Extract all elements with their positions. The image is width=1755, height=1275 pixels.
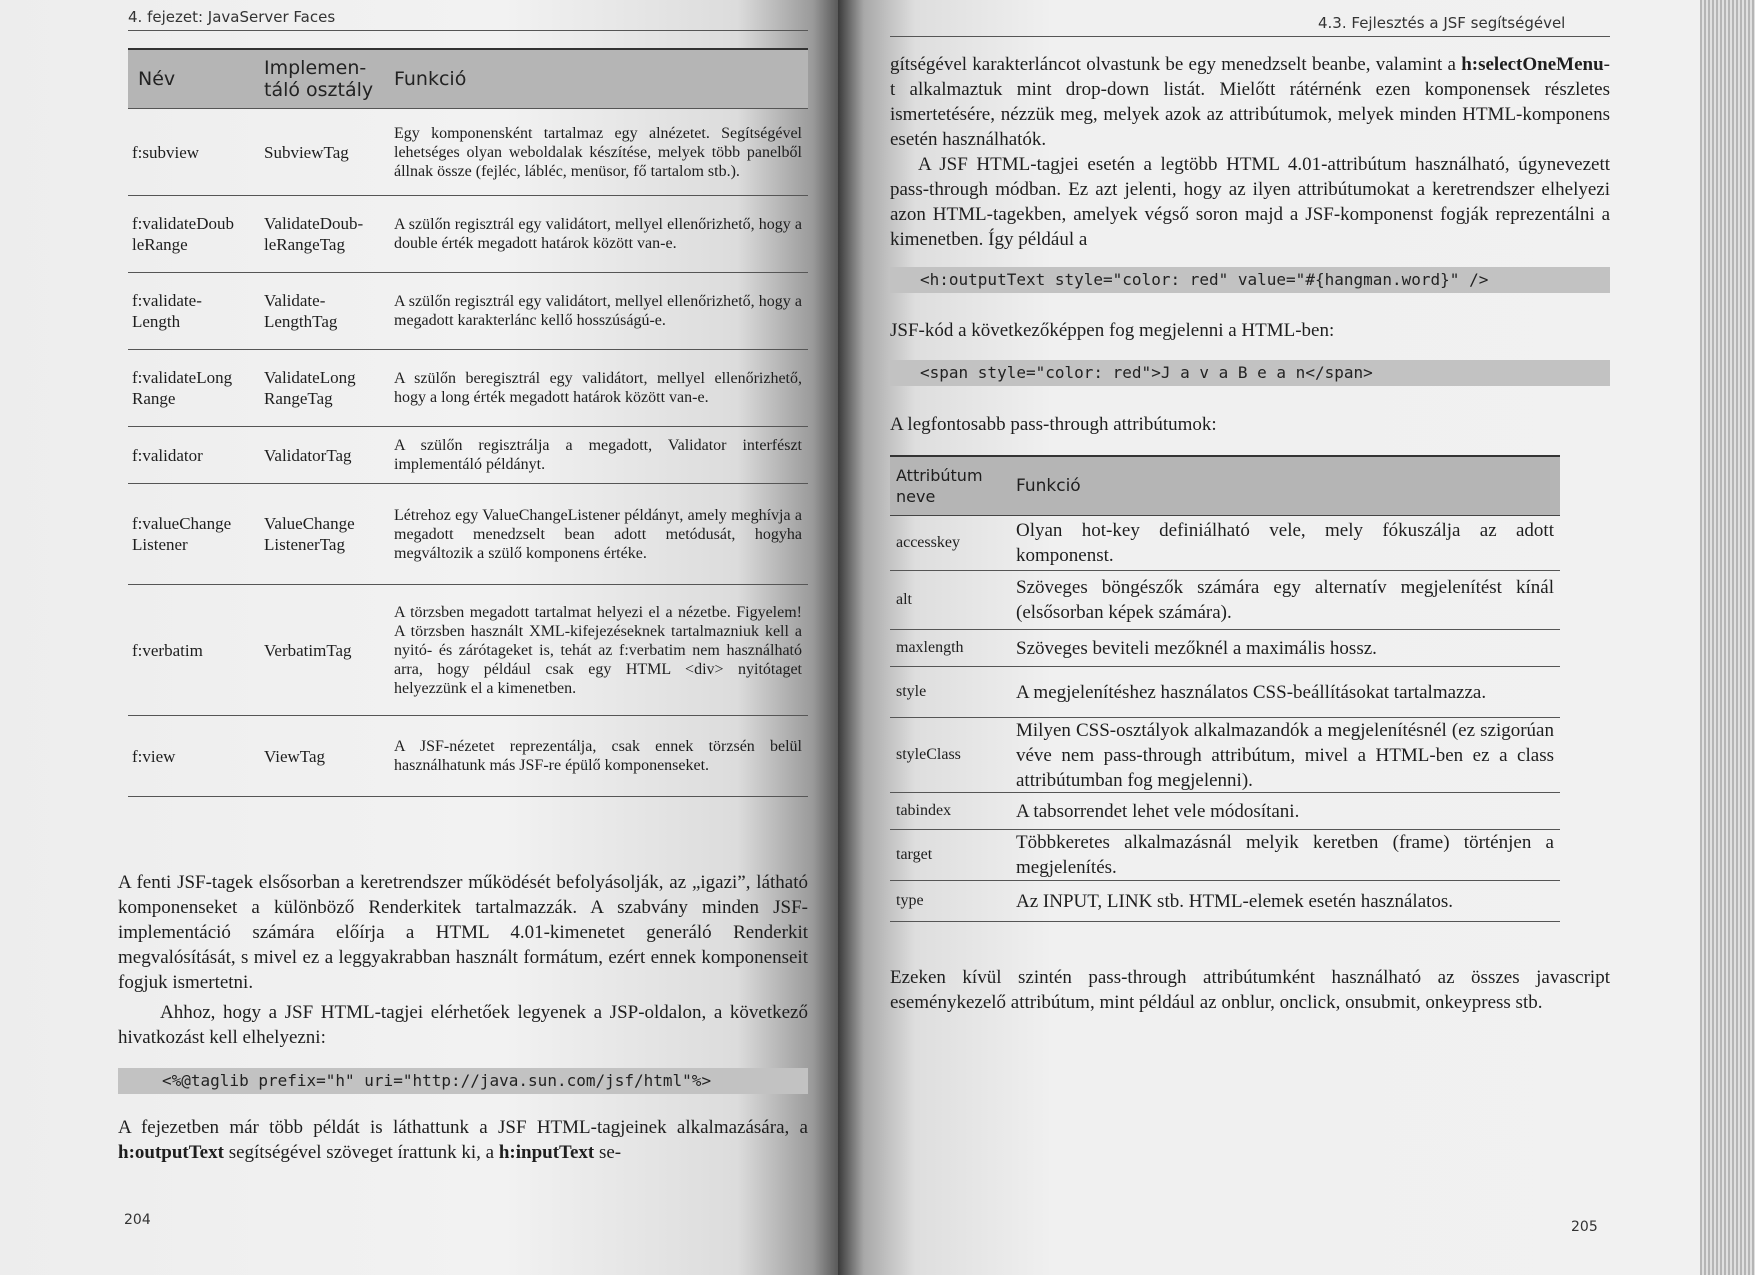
col-header-impl: Implemen- táló osztály: [264, 57, 374, 101]
table-row: [128, 427, 808, 484]
tag-name-cell: f:verbatim: [132, 640, 203, 660]
function-cell: A szülőn regisztrálja a megadott, Validator interfészt implementáló példányt.: [394, 437, 802, 473]
attribute-name-cell: style: [896, 683, 927, 700]
pass-through-attributes-table: [890, 455, 1560, 922]
table-row: [128, 196, 808, 273]
table-row: [128, 109, 808, 196]
impl-class-cell: ValidatorTag: [264, 445, 352, 465]
paragraph-1: A fenti JSF-tagek elsősorban a keretrendszer működését befolyásolják, az „igazi”, látható komponenseket a különböző Renderkitek tartalmazzák. A szabvány minden JSF-implementáció számára előírja a HTML 4.01-kimenetet generáló Renderkit megvalósítását, s mivel ez a leggyakrabban használt formátum, ezért ennek komponenseit fogjuk ismertetni.: [118, 872, 808, 993]
tag-name-cell: f:validate- Length: [132, 291, 202, 331]
paragraph-3: A fejezetben már több példát is láthattunk a JSF HTML-tagjeinek alkalmazására, a h:outputText segítségével szöveget írattunk ki, a h:inputText se-: [118, 1117, 808, 1163]
table-row: [890, 718, 1560, 793]
table-row: [128, 273, 808, 350]
table-body: [128, 109, 808, 797]
col-header-name: Név: [138, 68, 176, 90]
tag-name-cell: f:subview: [132, 142, 200, 162]
function-cell: A szülőn regisztrál egy validátort, mellyel ellenőrizhető, hogy a double érték megadott határok között van-e.: [394, 216, 802, 252]
table-row: [890, 667, 1560, 718]
table-header: [128, 48, 808, 109]
paragraph-2: Ahhoz, hogy a JSF HTML-tagjei elérhetőek legyenek a JSP-oldalon, a következő hivatkozást kell elhelyezni:: [118, 1002, 808, 1048]
running-header: 4.3. Fejlesztés a JSF segítségével: [1318, 14, 1566, 32]
impl-class-cell: ValidateLong RangeTag: [264, 368, 356, 408]
attribute-name-cell: alt: [896, 591, 912, 608]
impl-class-cell: Validate- LengthTag: [264, 291, 338, 331]
table-body: [890, 516, 1560, 922]
function-cell: A szülőn beregisztrál egy validátort, mellyel ellenőrizhető, hogy a long érték megadott határok között van-e.: [394, 370, 802, 406]
function-cell: A megjelenítéshez használatos CSS-beállításokat tartalmazza.: [1016, 681, 1487, 703]
tag-name-cell: f:validateLong Range: [132, 368, 233, 408]
tag-name-cell: f:validateDoub leRange: [132, 214, 234, 254]
col-header-attr: Attribútum neve: [896, 466, 983, 506]
table-row: [890, 830, 1560, 881]
table-row: [890, 516, 1560, 571]
impl-class-cell: SubviewTag: [264, 142, 349, 162]
table-row: [890, 881, 1560, 922]
function-cell: A szülőn regisztrál egy validátort, mellyel ellenőrizhető, hogy a megadott karakterlánc kellő hosszúságú-e.: [394, 293, 802, 329]
function-cell: Létrehoz egy ValueChangeListener példányt, amely meghívja a megadott menedzselt bean adott metódusát, hogyha megváltozik a szülő komponens értéke.: [394, 506, 802, 562]
table-row: [890, 571, 1560, 630]
code-taglib: <%@taglib prefix="h" uri="http://java.sun.com/jsf/html"%>: [118, 1068, 808, 1094]
function-cell: Az INPUT, LINK stb. HTML-elemek esetén használatos.: [1016, 890, 1454, 912]
table-row: [128, 350, 808, 427]
attribute-name-cell: maxlength: [896, 639, 964, 656]
page-number: 205: [1571, 1219, 1598, 1235]
code-outputtext: <h:outputText style="color: red" value="#{hangman.word}" />: [890, 267, 1610, 293]
col-header-func: Funkció: [1016, 476, 1081, 496]
function-cell: Egy komponensként tartalmaz egy alnézetet. Segítségével lehetséges olyan weboldalak készítése, melyek több panelből állnak össze (fejléc, lábléc, menüsor, fő tartalom stb.).: [394, 124, 802, 180]
header-rule: [890, 36, 1610, 37]
paragraph-1: gítségével karakterláncot olvastunk be egy menedzselt beanbe, valamint a h:selectOneMenu-t alkalmaztuk mint drop-down listát. Mielőtt rátérnénk ezen komponensek részletes ismertetésére, nézzük meg, melyek azok az attribútumok, melyek minden HTML-komponens esetén használhatók.: [890, 54, 1610, 150]
paragraph-4: A legfontosabb pass-through attribútumok:: [890, 414, 1217, 435]
table-header: [890, 455, 1560, 516]
impl-class-cell: VerbatimTag: [264, 640, 352, 660]
jsf-core-tags-table: [128, 48, 808, 797]
attribute-name-cell: tabindex: [896, 802, 952, 819]
paragraph-5: Ezeken kívül szintén pass-through attribútumként használható az összes javascript eseménykezelő attribútum, mint például az onblur, onclick, onsubmit, onkeypress stb.: [890, 967, 1610, 1013]
attribute-name-cell: type: [896, 892, 924, 909]
table-row: [890, 630, 1560, 667]
attribute-name-cell: accesskey: [896, 534, 960, 551]
paragraph-2: A JSF HTML-tagjei esetén a legtöbb HTML 4.01-attribútum használható, úgynevezett pass-through módban. Ez azt jelenti, hogy az ilyen attribútumokat a keretrendszer elhelyezi azon HTML-tagekben, amelyek végső soron majd a JSF-komponenst fogják reprezentálni a kimenetben. Így például a: [890, 154, 1610, 250]
function-cell: A tabsorrendet lehet vele módosítani.: [1016, 800, 1300, 822]
tag-name-cell: f:validator: [132, 445, 203, 465]
left-page: [0, 0, 838, 1275]
table-row: [128, 716, 808, 797]
right-page: [838, 0, 1700, 1275]
tag-name-cell: f:view: [132, 746, 176, 766]
impl-class-cell: ValueChange ListenerTag: [264, 514, 355, 554]
function-cell: Olyan hot-key definiálható vele, mely fókuszálja az adott komponenst.: [1016, 520, 1554, 566]
table-row: [128, 484, 808, 585]
impl-class-cell: ValidateDoub- leRangeTag: [264, 214, 364, 254]
function-cell: A törzsben megadott tartalmat helyezi el a nézetbe. Figyelem! A törzsben használt XML-kifejezéseknek tartalmazniuk kell a nyitó- és zárótageket is, tehát az f:verbatim nem használható arra, hogy például csak egy HTML <div> nyitótaget helyezzünk el a kimenetben.: [394, 603, 802, 697]
running-header: 4. fejezet: JavaServer Faces: [128, 8, 336, 26]
function-cell: A JSF-nézetet reprezentálja, csak ennek törzsén belül használhatunk más JSF-re épülő komponenseket.: [394, 738, 802, 774]
impl-class-cell: ViewTag: [264, 746, 326, 766]
function-cell: Szöveges böngészők számára egy alternatív megjelenítést kínál (elsősorban képek számára).: [1016, 577, 1554, 623]
header-rule: [128, 30, 808, 31]
table-row: [890, 793, 1560, 830]
page-edges: [1700, 0, 1755, 1275]
tag-name-cell: f:valueChange Listener: [132, 514, 232, 554]
attribute-name-cell: styleClass: [896, 746, 961, 763]
function-cell: Többkeretes alkalmazásnál melyik keretben (frame) történjen a megjelenítés.: [1016, 832, 1554, 878]
page-number: 204: [124, 1212, 151, 1228]
paragraph-3: JSF-kód a következőképpen fog megjelenni a HTML-ben:: [890, 320, 1335, 341]
table-row: [128, 585, 808, 716]
code-span: <span style="color: red">J a v a B e a n</span>: [890, 360, 1610, 386]
col-header-func: Funkció: [394, 68, 467, 90]
function-cell: Szöveges beviteli mezőknél a maximális hossz.: [1016, 637, 1377, 659]
attribute-name-cell: target: [896, 846, 933, 863]
function-cell: Milyen CSS-osztályok alkalmazandók a megjelenítésnél (ez szigorúan véve nem pass-through attribútum, mivel a HTML-ben ez a class attribútumban fog megjelenni).: [1016, 719, 1554, 791]
